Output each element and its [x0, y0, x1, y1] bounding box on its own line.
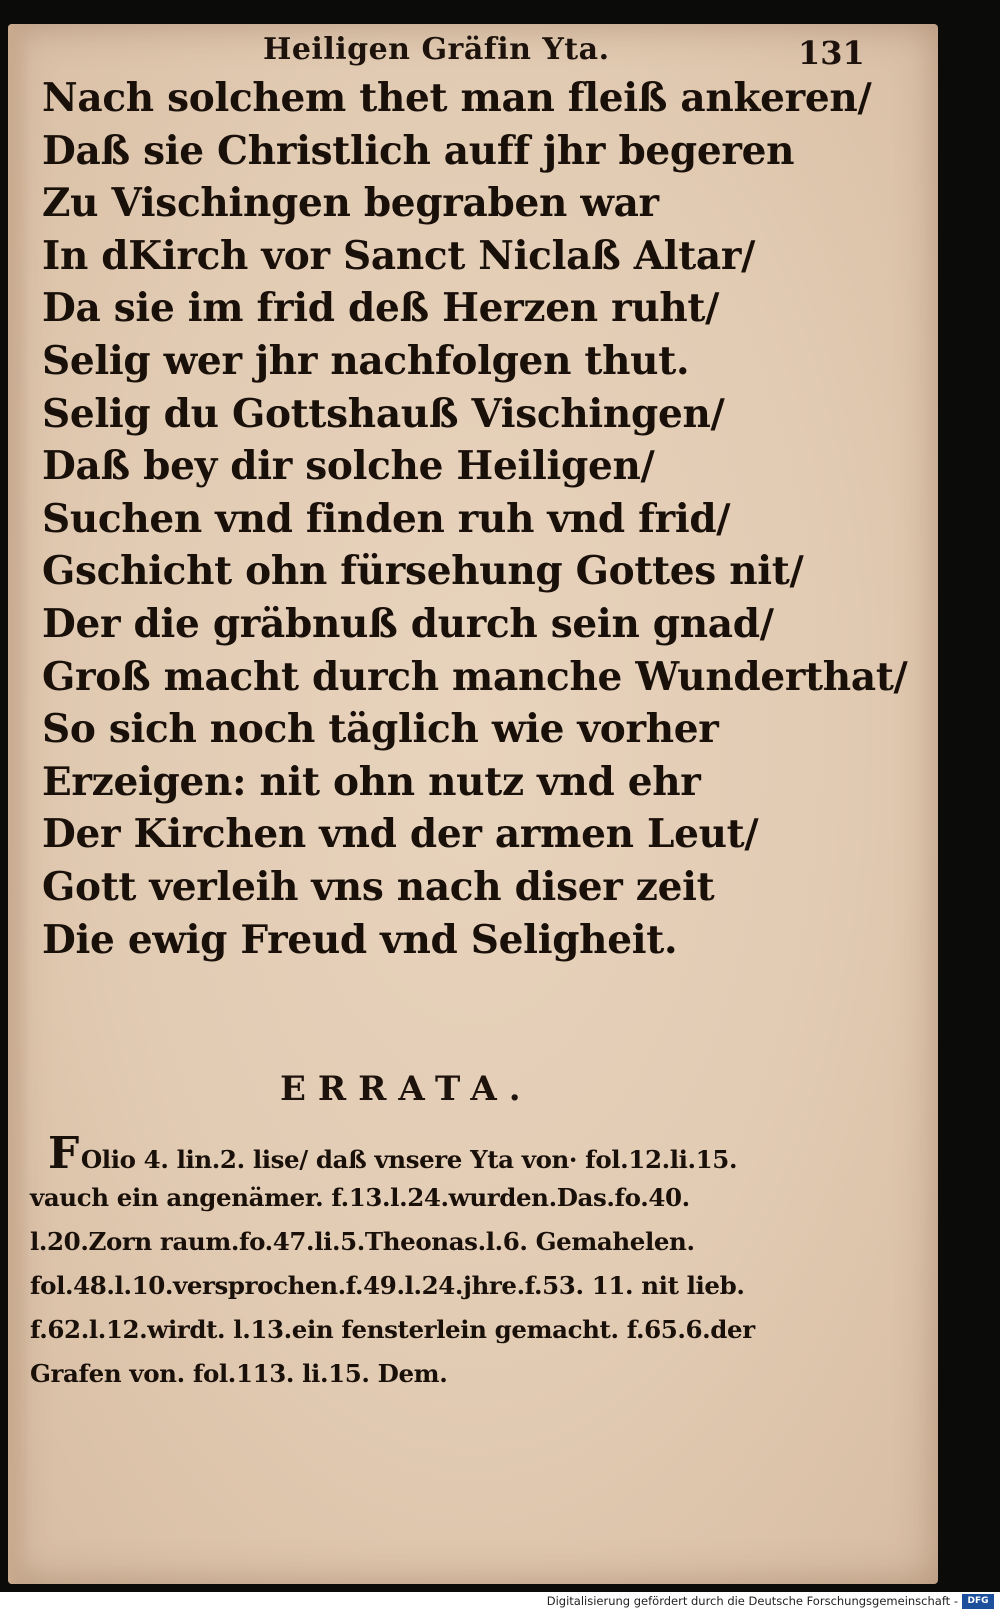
- dfg-logo: DFG: [962, 1594, 994, 1609]
- verse-line: Der Kirchen vnd der armen Leut/: [42, 811, 759, 858]
- verse-line: Selig wer jhr nachfolgen thut.: [42, 337, 690, 384]
- errata-line: f.62.l.12.wirdt. l.13.ein fensterlein gemacht. f.65.6.der: [30, 1315, 755, 1344]
- page-number: 131: [798, 34, 865, 72]
- book-page: [8, 24, 938, 1584]
- verse-line: Zu Vischingen begraben war: [42, 180, 659, 227]
- digitization-credit: Digitalisierung gefördert durch die Deutsche Forschungsgemeinschaft -: [546, 1594, 958, 1608]
- verse-line: Der die gräbnuß durch sein gnad/: [42, 600, 774, 647]
- verse-line: Die ewig Freud vnd Seligheit.: [42, 916, 678, 963]
- errata-line: vauch ein angenämer. f.13.l.24.wurden.Das.fo.40.: [30, 1183, 690, 1212]
- errata-heading: ERRATA.: [280, 1069, 533, 1109]
- verse-line: Suchen vnd finden ruh vnd frid/: [42, 495, 731, 542]
- verse-line: Daß bey dir solche Heiligen/: [42, 443, 655, 490]
- verse-line: In dKirch vor Sanct Niclaß Altar/: [42, 232, 756, 279]
- verse-line: Gschicht ohn fürsehung Gottes nit/: [42, 548, 804, 595]
- errata-line-text: Olio 4. lin.2. lise/ daß vnsere Yta von· fol.12.li.15.: [80, 1145, 738, 1174]
- errata-block: [30, 1128, 820, 1396]
- errata-line: l.20.Zorn raum.fo.47.li.5.Theonas.l.6. Gemahelen.: [30, 1227, 695, 1256]
- verse-line: Groß macht durch manche Wunderthat/: [42, 653, 908, 700]
- page-gutter-shadow: [8, 24, 30, 1584]
- errata-line: Grafen von. fol.113. li.15. Dem.: [30, 1359, 448, 1388]
- errata-line: fol.48.l.10.versprochen.f.49.l.24.jhre.f.53. 11. nit lieb.: [30, 1271, 745, 1300]
- verse-line: So sich noch täglich wie vorher: [42, 706, 719, 753]
- verse-line: Da sie im frid deß Herzen ruht/: [42, 285, 720, 332]
- verse-line: Erzeigen: nit ohn nutz vnd ehr: [42, 758, 701, 805]
- drop-cap: F: [48, 1128, 79, 1179]
- verse-line: Selig du Gottshauß Vischingen/: [42, 390, 725, 437]
- verse-line: Nach solchem thet man fleiß ankeren/: [42, 75, 872, 121]
- running-head: Heiligen Gräfin Yta.: [263, 32, 610, 67]
- verse-line: Gott verleih vns nach diser zeit: [42, 863, 715, 910]
- errata-line: [30, 1128, 820, 1179]
- verse-block: [42, 72, 908, 966]
- verse-line: Daß sie Christlich auff jhr begeren: [42, 127, 795, 174]
